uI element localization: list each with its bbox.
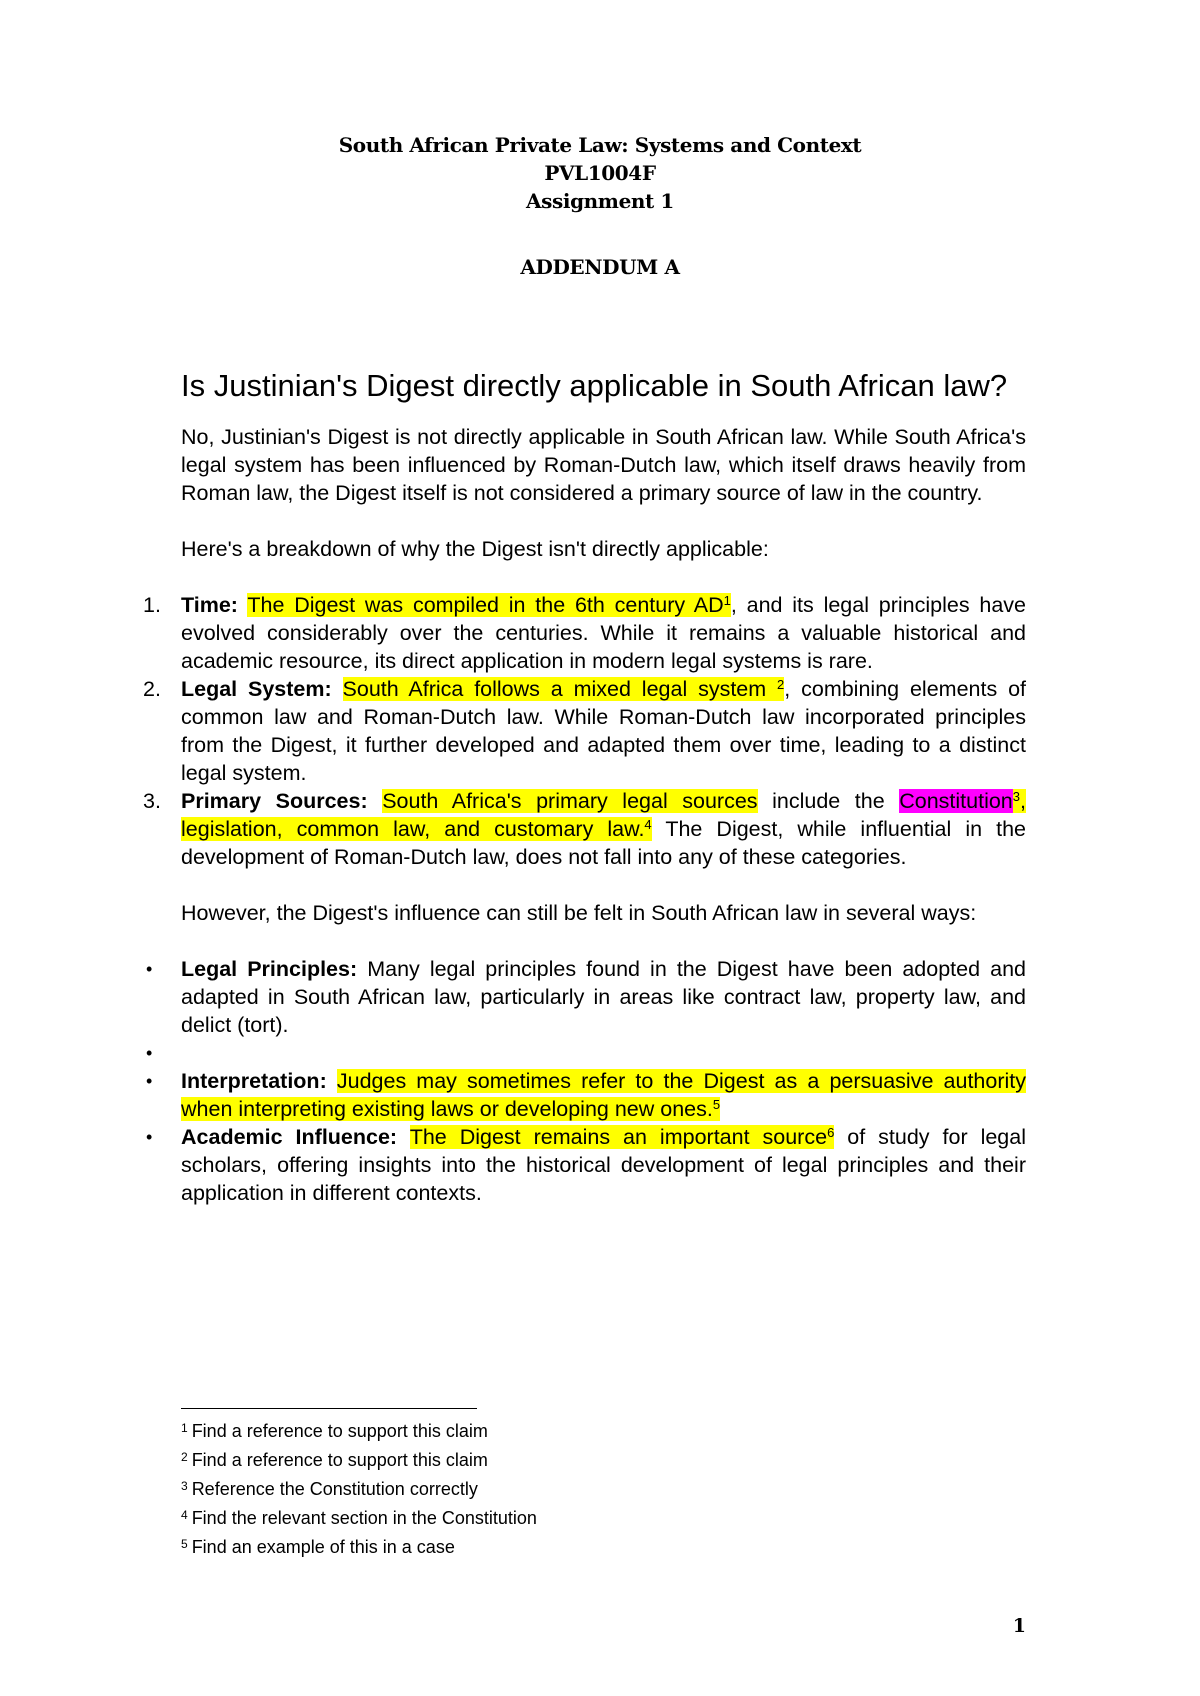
breakdown-intro: Here's a breakdown of why the Digest isn't directly applicable: bbox=[181, 537, 769, 561]
footnote-ref[interactable]: 5 bbox=[712, 1097, 721, 1112]
footnotes-section bbox=[181, 1408, 1026, 1562]
reason-text: , combining elements of common law and Roman-Dutch law. While Roman-Dutch law incorporated principles from the Digest, it further developed and adapted them over time, leading to a distinct legal system. bbox=[181, 677, 1026, 785]
footnote-2: $^2$ Find a reference to support this claim bbox=[181, 1450, 488, 1470]
bullet-icon: • bbox=[146, 959, 153, 979]
page-number: 1 bbox=[1012, 1615, 1026, 1637]
bullet-icon: • bbox=[146, 1127, 153, 1147]
influence-label: Interpretation: bbox=[181, 1069, 327, 1093]
reason-item-legal-system bbox=[143, 675, 1026, 787]
footnote-ref[interactable]: 2 bbox=[777, 677, 785, 692]
reason-label: Legal System: bbox=[181, 677, 332, 701]
reason-item-primary-sources bbox=[143, 787, 1026, 871]
influence-item-legal-principles bbox=[146, 955, 1026, 1039]
influence-text: Many legal principles found in the Digest have been adopted and adapted in South African law, particularly in areas like contract law, property law, and delict (tort). bbox=[181, 957, 1026, 1037]
highlighted-text: South Africa's primary legal sources bbox=[382, 789, 758, 813]
bullet-icon: • bbox=[146, 1071, 153, 1091]
reason-label: Time: bbox=[181, 593, 238, 617]
footnote-1: $^1$ Find a reference to support this claim bbox=[181, 1421, 488, 1441]
list-number: 3. bbox=[143, 789, 161, 813]
footnote-ref[interactable]: 6 bbox=[827, 1125, 835, 1140]
footnote-ref[interactable]: 4 bbox=[644, 817, 652, 832]
influence-text: of study for legal scholars, offering insights into the historical development of legal principles and their application in different contexts. bbox=[181, 1125, 1027, 1205]
highlighted-text: South Africa follows a mixed legal system $^2$ bbox=[342, 677, 785, 701]
addendum-heading: ADDENDUM A bbox=[520, 255, 680, 279]
influence-item-interpretation bbox=[146, 1067, 1026, 1123]
footnote-divider bbox=[181, 1408, 477, 1409]
influences-list bbox=[146, 955, 1027, 1207]
highlighted-text: The Digest was compiled in the 6th century $AD^1$ bbox=[247, 593, 731, 617]
influence-label: Academic Influence: bbox=[181, 1125, 398, 1149]
footnote-ref[interactable]: 3 bbox=[1012, 789, 1020, 804]
magenta-highlight: Constitution bbox=[899, 789, 1013, 813]
reasons-list bbox=[143, 591, 1027, 871]
reason-item-time bbox=[143, 591, 1027, 675]
intro-paragraph: No, Justinian's Digest is not directly applicable in South African law. While South Africa's legal system has been influenced by Roman-Dutch law, which itself draws heavily from Roman law, the Digest itself is not considered a primary source of law in the country. bbox=[181, 425, 1026, 505]
reason-text: include the bbox=[757, 789, 900, 813]
highlighted-text: Judges may sometimes refer to the Digest as a persuasive authority when interpreting existing laws or developing new ones.$^5$ bbox=[181, 1069, 1026, 1121]
document-body bbox=[143, 367, 1027, 1207]
document-header bbox=[0, 132, 1200, 216]
however-intro: However, the Digest's influence can still be felt in South African law in several ways: bbox=[181, 901, 977, 925]
influence-item-empty bbox=[146, 1039, 1026, 1067]
reason-text: , and its legal principles have evolved considerably over the centuries. While it remains a valuable historical and academic resource, its direct application in modern legal systems is rare. bbox=[181, 593, 1027, 673]
reason-text: The Digest, while influential in the development of Roman-Dutch law, does not fall into any of these categories. bbox=[181, 817, 1026, 869]
footnote-5: $^5$ Find an example of this in a case bbox=[181, 1537, 455, 1557]
footnote-ref[interactable]: 1 bbox=[723, 593, 731, 608]
influence-label: Legal Principles: bbox=[181, 957, 358, 981]
list-number: 2. bbox=[143, 677, 161, 701]
footnote-3: $^3$ Reference the Constitution correctly bbox=[181, 1479, 478, 1499]
footnote-4: $^4$ Find the relevant section in the Constitution bbox=[181, 1508, 537, 1528]
influence-item-academic bbox=[146, 1123, 1027, 1207]
list-number: 1. bbox=[143, 593, 161, 617]
course-title: South African Private Law: Systems and Context bbox=[338, 133, 862, 157]
page-title: Is Justinian's Digest directly applicable in South African law? bbox=[181, 368, 1008, 403]
bullet-icon: • bbox=[146, 1043, 153, 1063]
highlighted-text: The Digest remains an important source$^6$ bbox=[409, 1125, 835, 1149]
course-code: PVL1004F bbox=[544, 161, 656, 185]
reason-label: Primary Sources: bbox=[181, 789, 368, 813]
assignment-label: Assignment 1 bbox=[526, 189, 674, 213]
highlighted-text: $^3$, legislation, common law, and customary law.$^4$ bbox=[181, 789, 1026, 841]
